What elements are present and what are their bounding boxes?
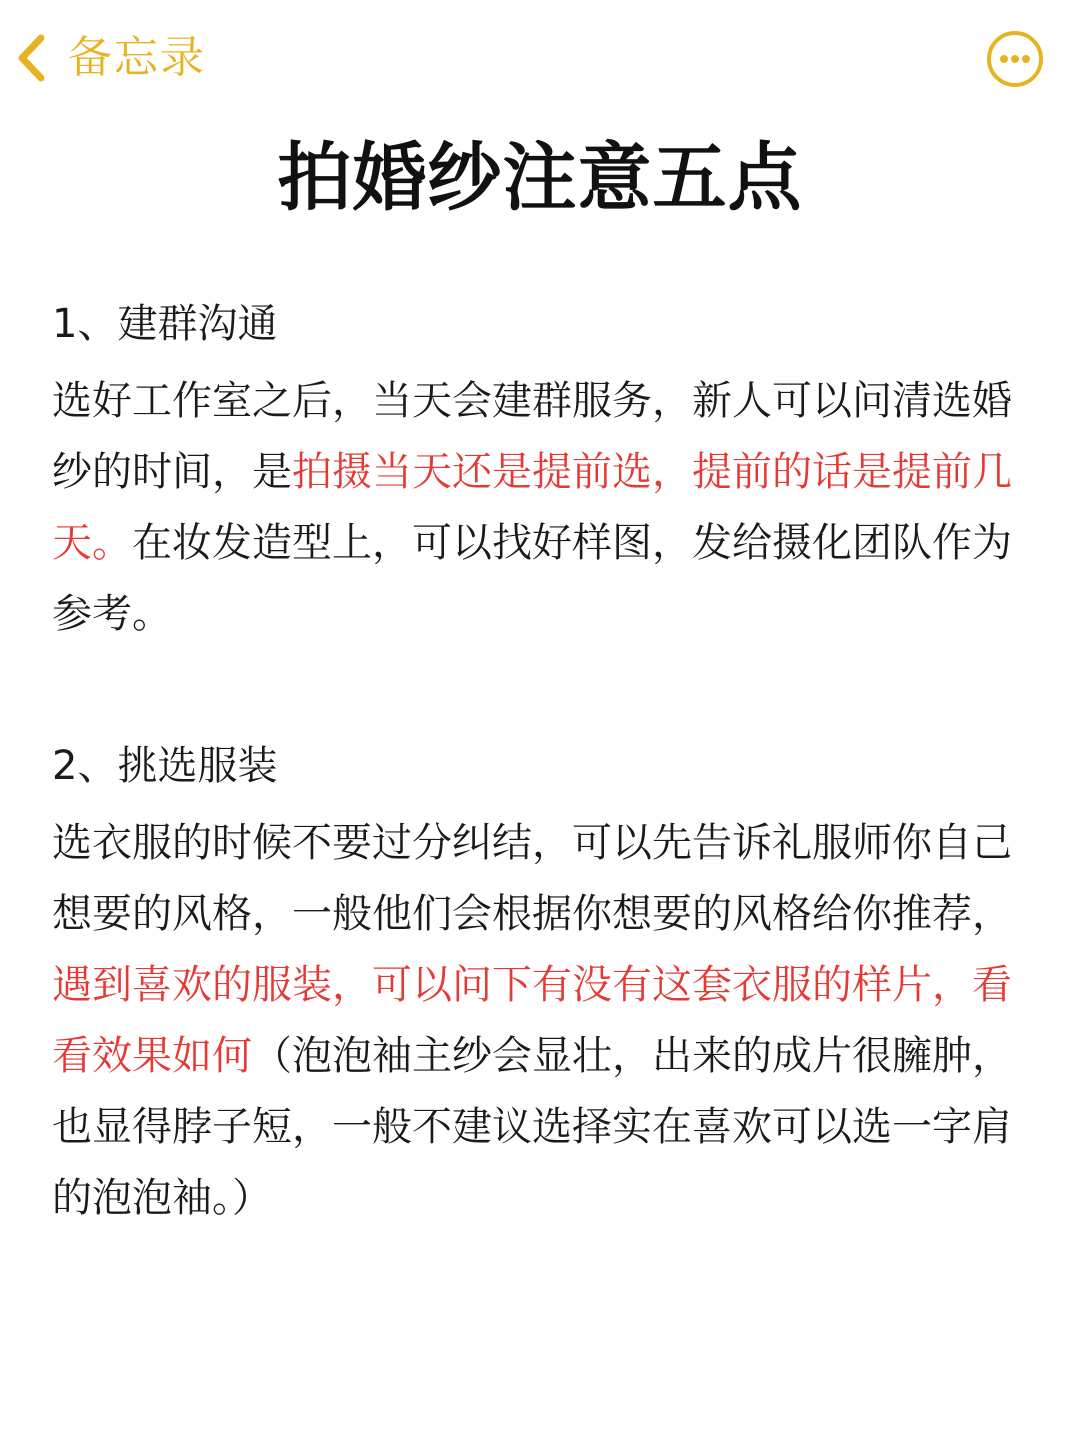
back-label: 备忘录 xyxy=(68,32,206,83)
section-heading: 2、挑选服装 xyxy=(52,743,278,789)
more-dots-icon xyxy=(986,30,1044,88)
note-title: 拍婚纱注意五点 xyxy=(277,135,803,221)
paragraph-text: 选衣服的时候不要过分纠结，可以先告诉礼服师你自己想要的风格，一般他们会根据你想要的风格给你推荐， xyxy=(52,820,1012,937)
highlighted-text: 遇到喜欢的服装，可以问下有没有这套衣服的样片，看看效果如何 xyxy=(52,962,1012,1079)
navigation-bar xyxy=(0,0,1080,120)
chevron-left-icon xyxy=(14,33,48,83)
note-section-1 xyxy=(52,294,1012,650)
section-paragraph xyxy=(52,808,1012,1234)
note-section-2 xyxy=(52,736,1012,1234)
highlighted-text: 拍摄当天还是提前选，提前的话是提前几天。 xyxy=(52,449,1012,566)
section-heading: 1、建群沟通 xyxy=(52,301,278,347)
more-options-button[interactable] xyxy=(986,30,1044,88)
paragraph-text: 在妆发造型上，可以找好样图，发给摄化团队作为参考。 xyxy=(52,520,1012,637)
back-button[interactable] xyxy=(14,28,206,88)
section-paragraph xyxy=(52,366,1012,650)
paragraph-text: 选好工作室之后，当天会建群服务，新人可以问清选婚纱的时间，是 xyxy=(52,378,1012,495)
paragraph-text: （泡泡袖主纱会显壮，出来的成片很臃肿，也显得脖子短，一般不建议选择实在喜欢可以选一字肩的泡泡袖。） xyxy=(52,1033,1012,1221)
